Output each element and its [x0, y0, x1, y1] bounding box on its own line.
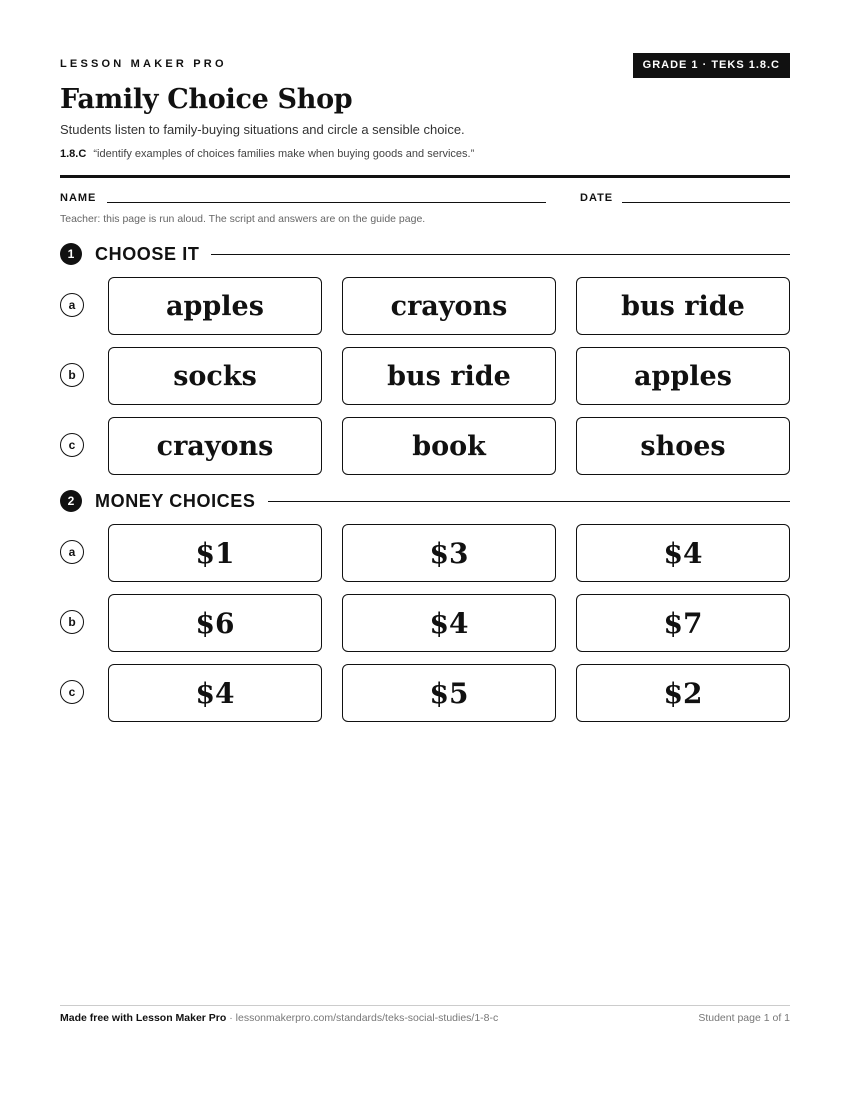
section-title: CHOOSE IT [95, 243, 200, 264]
question-row [60, 664, 790, 722]
price-card[interactable]: $2 [576, 664, 790, 722]
question-row [60, 417, 790, 475]
price-card[interactable]: $4 [108, 664, 322, 722]
header-divider [60, 175, 790, 178]
price-card[interactable]: $1 [108, 524, 322, 582]
price-card[interactable]: $3 [342, 524, 556, 582]
standard-code: 1.8.C [60, 148, 87, 160]
worksheet-subtitle: Students listen to family-buying situations and circle a sensible choice. [60, 122, 465, 137]
footer-credit [60, 1012, 498, 1024]
question-row [60, 277, 790, 335]
choice-card[interactable]: bus ride [576, 277, 790, 335]
price-card[interactable]: $7 [576, 594, 790, 652]
worksheet-page [60, 0, 790, 1100]
price-card[interactable]: $5 [342, 664, 556, 722]
price-card[interactable]: $4 [576, 524, 790, 582]
row-letter-badge: b [60, 363, 84, 387]
section-divider [268, 501, 791, 502]
choice-card[interactable]: book [342, 417, 556, 475]
choice-card[interactable]: apples [576, 347, 790, 405]
price-card[interactable]: $4 [342, 594, 556, 652]
question-row [60, 594, 790, 652]
choice-card[interactable]: shoes [576, 417, 790, 475]
choice-card[interactable]: crayons [108, 417, 322, 475]
worksheet-title: Family Choice Shop [60, 84, 353, 115]
row-letter-badge: a [60, 540, 84, 564]
name-field[interactable] [107, 202, 546, 203]
page-number: Student page 1 of 1 [698, 1012, 790, 1024]
footer-divider [60, 1005, 790, 1006]
choice-card[interactable]: socks [108, 347, 322, 405]
section-divider [211, 254, 790, 255]
footer-separator: · [226, 1012, 236, 1024]
row-letter-badge: c [60, 680, 84, 704]
choice-card[interactable]: bus ride [342, 347, 556, 405]
name-label: NAME [60, 192, 97, 204]
section-money-choices [60, 489, 790, 513]
row-letter-badge: c [60, 433, 84, 457]
price-card[interactable]: $6 [108, 594, 322, 652]
standard-text: “identify examples of choices families make when buying goods and services.” [93, 148, 475, 160]
section-title: MONEY CHOICES [95, 490, 256, 511]
choice-card[interactable]: crayons [342, 277, 556, 335]
grade-badge: GRADE 1 · TEKS 1.8.C [633, 53, 790, 78]
section-number-badge: 1 [60, 243, 82, 265]
section-number-badge: 2 [60, 490, 82, 512]
section-choose-it [60, 242, 790, 266]
row-letter-badge: a [60, 293, 84, 317]
question-row [60, 524, 790, 582]
choice-card[interactable]: apples [108, 277, 322, 335]
teacher-note: Teacher: this page is run aloud. The script and answers are on the guide page. [60, 213, 426, 225]
brand-name: LESSON MAKER PRO [60, 58, 227, 70]
footer-made-with: Made free with Lesson Maker Pro [60, 1012, 227, 1024]
date-field[interactable] [622, 202, 790, 203]
row-letter-badge: b [60, 610, 84, 634]
standard-line [60, 148, 474, 160]
question-row [60, 347, 790, 405]
date-label: DATE [580, 192, 614, 204]
footer-url-link[interactable]: lessonmakerpro.com/standards/teks-social-studies/1-8-c [235, 1012, 499, 1024]
